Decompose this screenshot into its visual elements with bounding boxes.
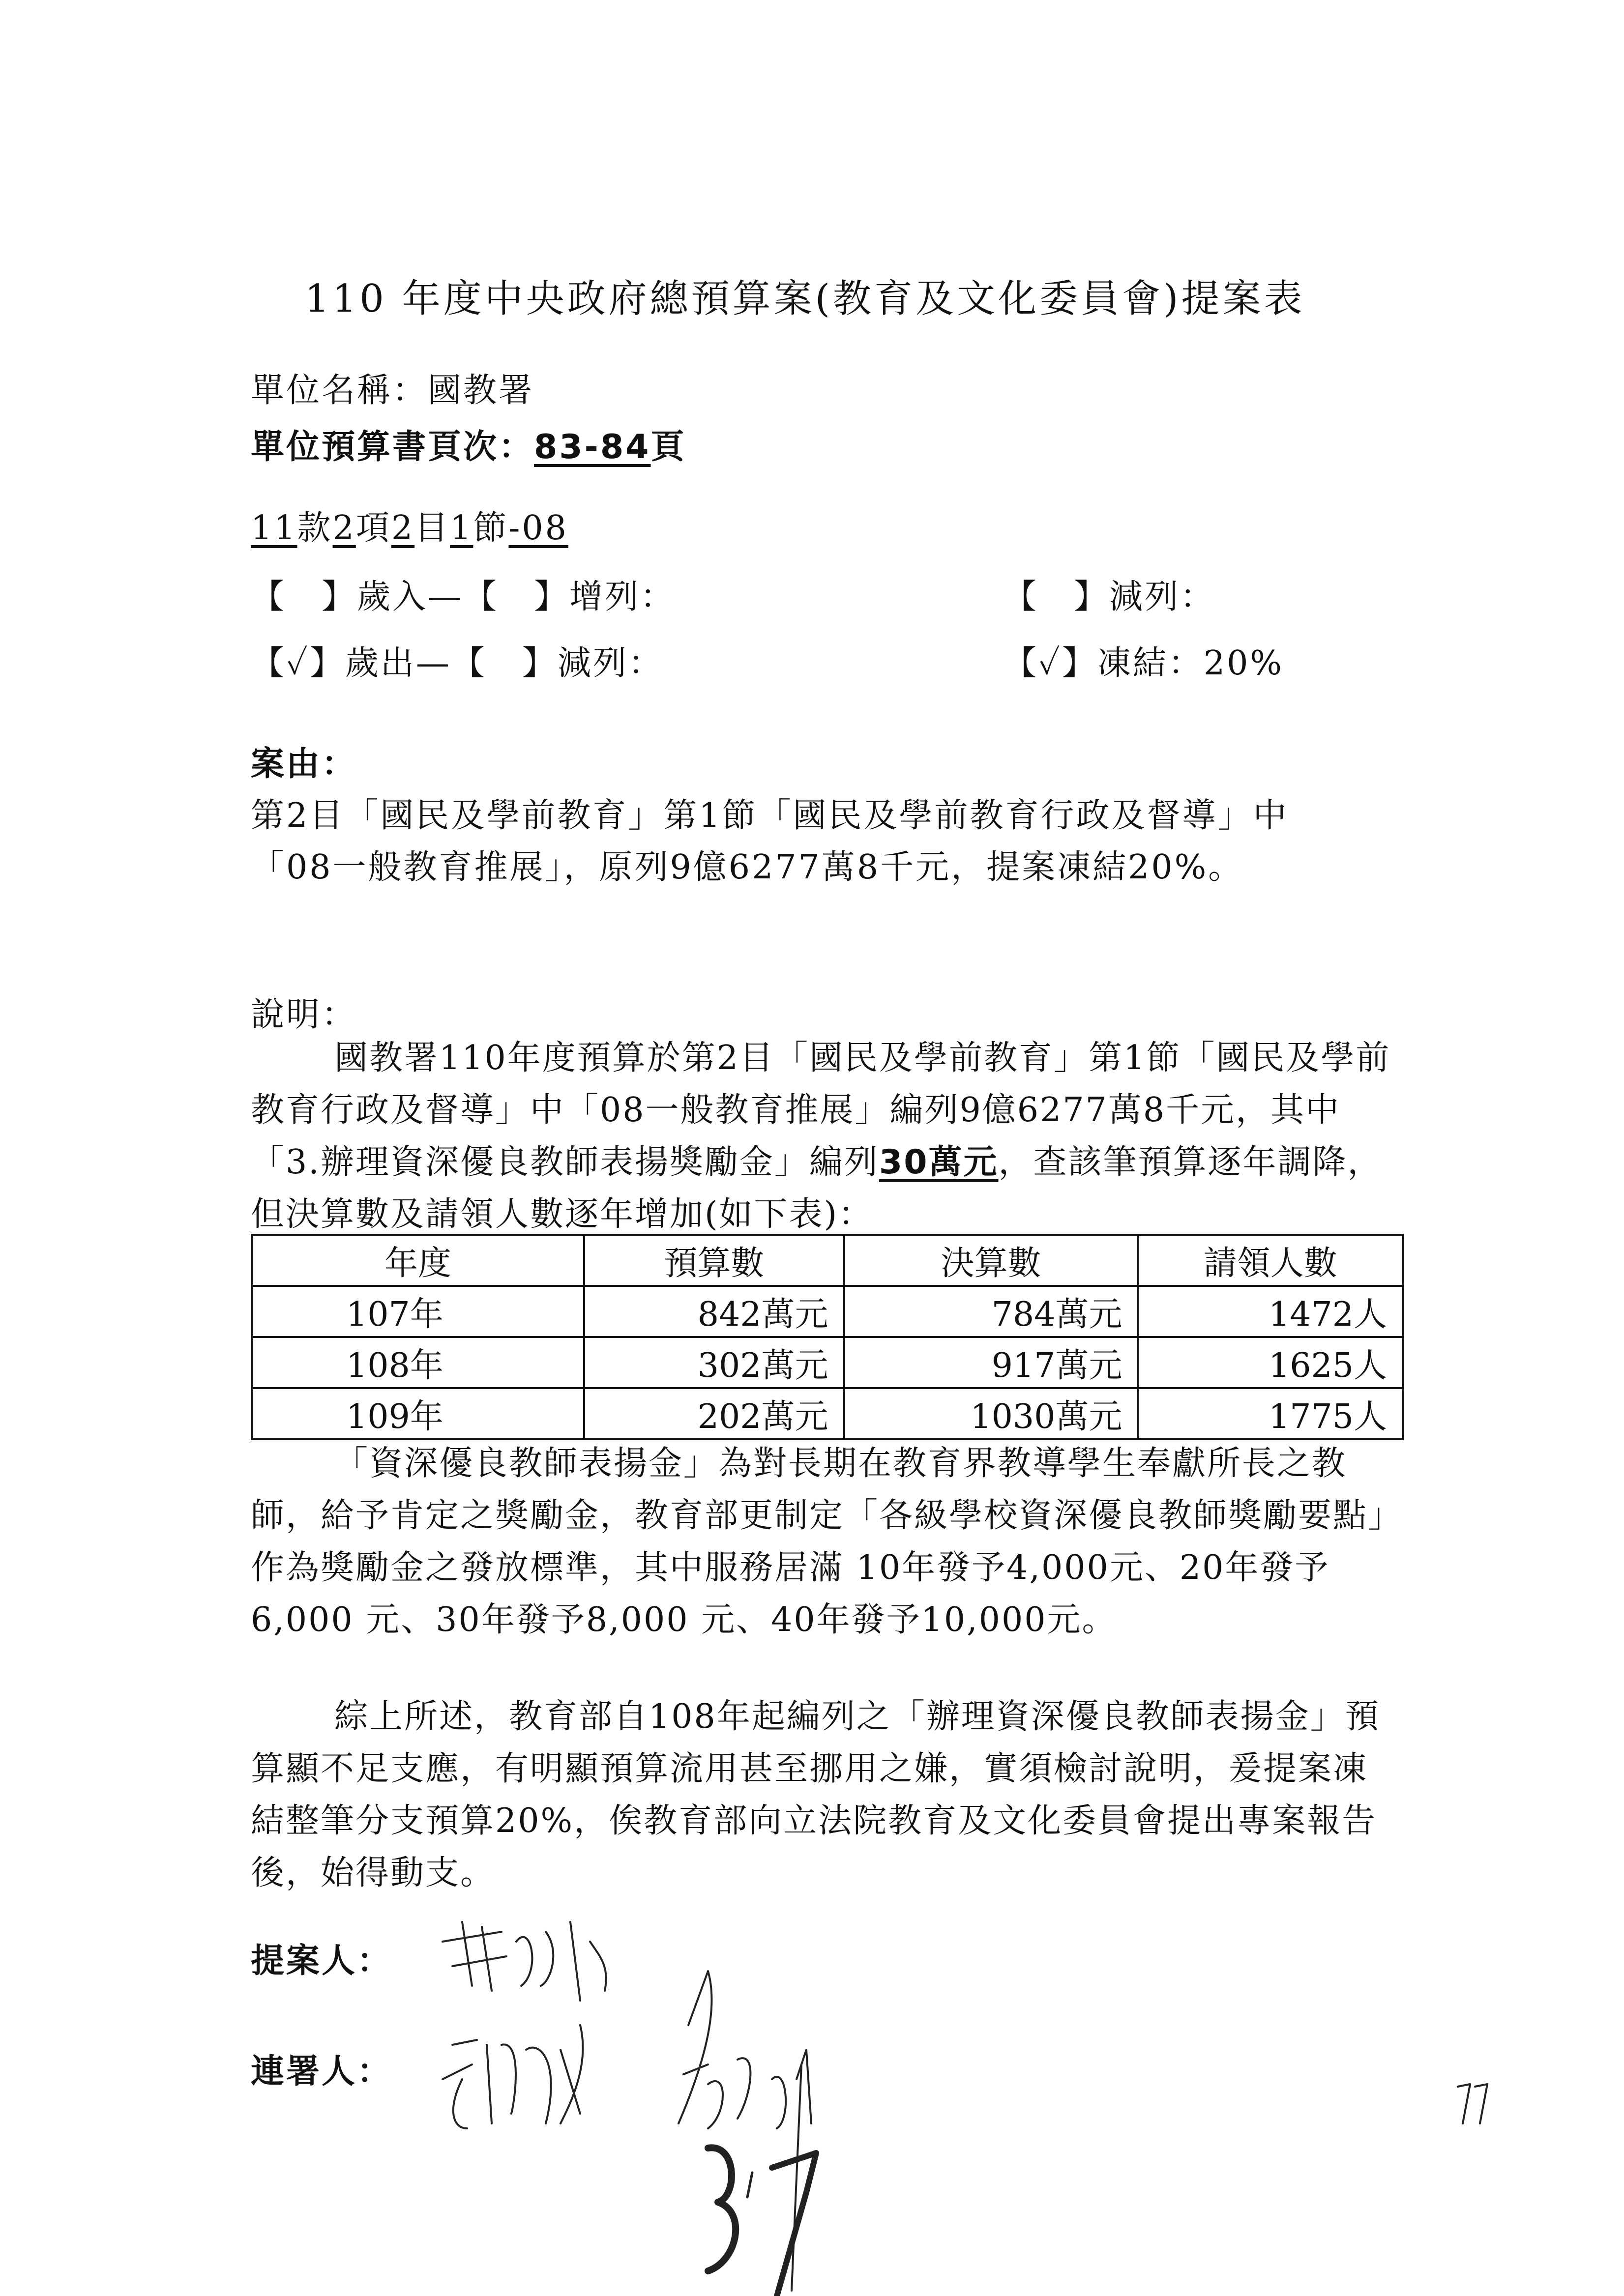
proposer-label: 提案人：: [251, 1942, 393, 1980]
unit-name-value: 國教署: [428, 371, 534, 410]
jie-number: 1: [450, 509, 473, 548]
reason-line-1: 第2目「國民及學前教育」第1節「國民及學前教育行政及督導」中: [251, 796, 1289, 835]
expenditure-decrease-label: 減列：: [557, 644, 664, 683]
budget-table: [251, 1234, 1404, 1440]
kuan-number: 11: [251, 509, 297, 548]
cell-budget: 842萬元: [584, 1286, 844, 1337]
explanation-paragraph-2: 「資深優良教師表揚金」為對長期在教育界教導學生奉獻所長之教師，給予肯定之獎勵金，教育部更制定「各級學校資深優良教師獎勵要點」作為獎勵金之發放標準，其中服務居滿 10年發予4,000元、20年發予6,000 元、30年發予8,000 元、40年發予10,000元。: [251, 1444, 1387, 1639]
budget-page-suffix: 頁: [650, 428, 686, 466]
revenue-decrease-checkbox[interactable]: 【 】: [1003, 578, 1110, 616]
mu-label: 目: [414, 509, 450, 548]
cell-final: 784萬元: [844, 1286, 1138, 1337]
reason-line-2: 「08一般教育推展」，原列9億6277萬8千元，提案凍結20%。: [251, 848, 1244, 887]
xiang-label: 項: [355, 509, 391, 548]
xiang-number: 2: [332, 509, 356, 548]
cell-final: 1030萬元: [844, 1388, 1138, 1439]
table-header-row: [252, 1235, 1403, 1286]
reason-heading: 案由：: [251, 745, 357, 784]
header-final-accounts: 決算數: [844, 1235, 1138, 1286]
explanation-paragraph-1: [251, 1032, 1401, 1241]
table-row: [252, 1337, 1403, 1388]
revenue-increase-checkbox[interactable]: 【 】: [463, 578, 570, 616]
unit-name-label: 單位名稱：: [251, 371, 428, 410]
expenditure-label: 歲出—: [345, 644, 451, 683]
revenue-checkbox[interactable]: 【 】: [251, 578, 357, 616]
cell-recipients: 1472人: [1138, 1286, 1403, 1337]
cosigners-label: 連署人：: [251, 2052, 393, 2091]
cell-recipients: 1775人: [1138, 1388, 1403, 1439]
budget-page-row: [251, 420, 686, 468]
handwritten-page-number: [1455, 2079, 1495, 2128]
award-amount: 30萬元: [879, 1143, 999, 1182]
unit-name-row: [251, 364, 534, 411]
header-recipients: 請領人數: [1138, 1235, 1403, 1286]
cell-recipients: 1625人: [1138, 1337, 1403, 1388]
revenue-increase-label: 增列：: [569, 578, 676, 616]
cell-budget: 202萬元: [584, 1388, 844, 1439]
classification-row: [251, 501, 568, 549]
header-year: 年度: [252, 1235, 584, 1286]
header-budget: 預算數: [584, 1235, 844, 1286]
revenue-row: [251, 570, 676, 618]
cell-year: 108年: [252, 1337, 584, 1388]
cell-year: 107年: [252, 1286, 584, 1337]
item-code: -08: [508, 509, 568, 548]
table-row: [252, 1388, 1403, 1439]
expenditure-decrease-checkbox[interactable]: 【 】: [451, 644, 558, 683]
freeze-row: [1003, 637, 1284, 684]
cosigner-signatures: [433, 1966, 1096, 2296]
explanation-paragraph-3: 綜上所述，教育部自108年起編列之「辦理資深優良教師表揚金」預算顯不足支應，有明顯預算流用甚至挪用之嫌，實須檢討說明，爰提案凍結整筆分支預算20%，俟教育部向立法院教育及文化委員會提出專案報告後，始得動支。: [251, 1697, 1380, 1892]
cell-year: 109年: [252, 1388, 584, 1439]
budget-page-label: 單位預算書頁次：: [251, 428, 534, 466]
jie-label: 節: [473, 509, 509, 548]
freeze-label: 凍結：20%: [1097, 644, 1284, 683]
kuan-label: 款: [297, 509, 333, 548]
explanation-paragraph-1-tail: ，查該筆預算逐年調降，但決算數及請領人數逐年增加(如下表)：: [251, 1143, 1383, 1234]
explanation-paragraph-1-text: 國教署110年度預算於第2目「國民及學前教育」第1節「國民及學前教育行政及督導」中「08一般教育推展」編列9億6277萬8千元，其中「3.辦理資深優良教師表揚獎勵金」編列: [251, 1039, 1391, 1182]
explanation-heading: 說明：: [251, 995, 357, 1034]
budget-page-value: 83-84: [534, 428, 651, 466]
expenditure-row: [251, 637, 664, 684]
revenue-decrease-label: 減列：: [1109, 578, 1216, 616]
document-title: 110 年度中央政府總預算案(教育及文化委員會)提案表: [305, 277, 1305, 321]
cell-final: 917萬元: [844, 1337, 1138, 1388]
freeze-checkbox[interactable]: 【✓】: [1003, 644, 1097, 683]
revenue-label: 歲入—: [357, 578, 464, 616]
revenue-decrease-row: [1003, 570, 1215, 618]
mu-number: 2: [391, 509, 415, 548]
cell-budget: 302萬元: [584, 1337, 844, 1388]
expenditure-checkbox[interactable]: 【✓】: [251, 644, 345, 683]
table-row: [252, 1286, 1403, 1337]
